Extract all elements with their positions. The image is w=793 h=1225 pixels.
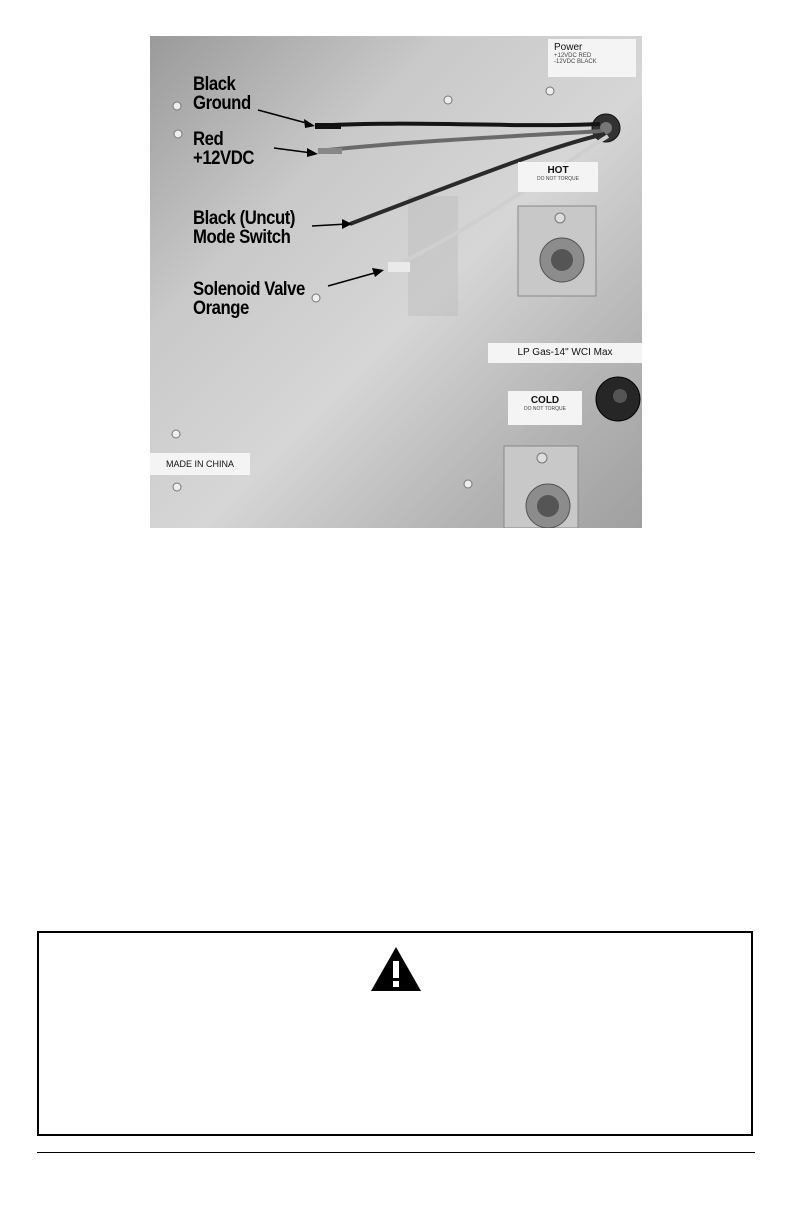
- callout-line: Red: [193, 129, 224, 150]
- screw: [464, 480, 472, 488]
- screw: [173, 102, 181, 110]
- cold-label-title: COLD: [530, 395, 560, 406]
- screw: [174, 130, 182, 138]
- hot-label: [518, 162, 598, 192]
- callout-line: +12VDC: [193, 148, 255, 169]
- warning-triangle-icon: [370, 946, 422, 992]
- lp-gas-label: LP Gas-14" WCI Max: [488, 343, 642, 363]
- callout-line: Ground: [193, 93, 251, 114]
- callout-line: Mode Switch: [193, 227, 291, 248]
- callout-line: Black: [193, 74, 236, 95]
- warning-box: [37, 931, 753, 1136]
- hot-label-sub: DO NOT TORQUE: [537, 176, 579, 182]
- arrow: [312, 224, 347, 226]
- callout-red-12vdc: [193, 130, 254, 168]
- callout-line: Solenoid Valve: [193, 279, 305, 300]
- power-label-line: +12VDC RED: [554, 53, 592, 59]
- callout-black-ground: [193, 75, 251, 113]
- power-label-title: Power: [554, 42, 583, 53]
- callout-black-uncut: [193, 209, 295, 247]
- screw: [444, 96, 452, 104]
- cold-label-sub: DO NOT TORQUE: [524, 406, 566, 412]
- screw: [312, 294, 320, 302]
- footer-divider: [37, 1152, 755, 1153]
- arrow: [328, 272, 378, 286]
- made-in-label: MADE IN CHINA: [150, 453, 250, 475]
- cold-label: [508, 391, 582, 425]
- screw: [546, 87, 554, 95]
- callout-solenoid-valve: [193, 280, 305, 318]
- hot-label-title: HOT: [547, 165, 569, 176]
- arrow: [274, 148, 312, 153]
- callout-line: Black (Uncut): [193, 208, 296, 229]
- screw: [172, 430, 180, 438]
- arrow: [258, 110, 310, 124]
- power-label: [548, 39, 636, 77]
- water-heater-photo: [150, 36, 642, 528]
- callout-line: Orange: [193, 298, 249, 319]
- screw: [173, 483, 181, 491]
- power-label-line: -12VDC BLACK: [554, 59, 597, 65]
